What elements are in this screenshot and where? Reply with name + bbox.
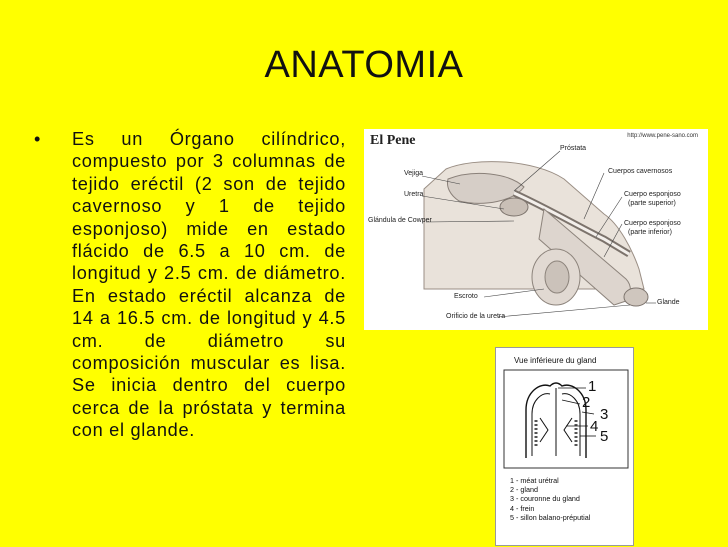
glans-legend — [510, 476, 590, 522]
legend-item: 4 - frein — [510, 503, 535, 513]
figure2-heading: Vue inférieure du gland — [514, 356, 597, 365]
label-escroto: Escroto — [454, 293, 478, 300]
glans-number-1: 1 — [588, 378, 597, 395]
glans-inferior-view-figure — [495, 347, 634, 546]
legend-item: 3 - couronne du gland — [510, 494, 580, 504]
label-cuerpo-esponjoso-inf: Cuerpo esponjoso — [624, 220, 681, 227]
bullet-marker: • — [34, 129, 41, 149]
penis-anatomy-figure — [364, 129, 708, 330]
label-cuerpos-cavernosos: Cuerpos cavernosos — [608, 168, 673, 175]
label-glande: Glande — [657, 299, 680, 306]
bullet-text: Es un Órgano cilíndrico, compuesto por 3 columnas de tejido eréctil (2 son de tejido cavernoso y 1 de tejido esponjoso) mide en estado flácido de 6.5 a 10 cm. de longitud y 2.5 cm. de diámetro. En estado eréctil alcanza de 14 a 16.5 cm. de longitud y 4.5 cm. de diámetro su composición muscular es lisa. Se inicia dentro del cuerpo cerca de la próstata y termina con el glande. — [72, 129, 346, 441]
glans-number-2: 2 — [582, 394, 591, 411]
label-prostata: Próstata — [560, 145, 587, 152]
legend-item: 1 - méat urétral — [510, 476, 559, 485]
label-cuerpo-esponjoso-sup-sub: (parte superior) — [628, 200, 676, 207]
bullet-item — [34, 128, 346, 442]
label-cowper: Glándula de Cowper — [368, 217, 432, 224]
label-cuerpo-esponjoso-sup: Cuerpo esponjoso — [624, 191, 681, 198]
slide-title: ANATOMIA — [264, 44, 464, 86]
figure-source-url: http://www.pene-sano.com — [627, 133, 698, 139]
glans-number-4: 4 — [590, 418, 599, 435]
label-vejiga: Vejiga — [404, 170, 424, 177]
figure-heading: El Pene — [370, 133, 416, 148]
label-cuerpo-esponjoso-inf-sub: (parte inferior) — [628, 229, 672, 236]
glans-number-5: 5 — [600, 428, 609, 445]
glans-number-3: 3 — [600, 406, 609, 423]
legend-item: 2 - gland — [510, 485, 538, 495]
label-uretra: Uretra — [404, 191, 424, 198]
legend-item: 5 - sillon balano-préputial — [510, 512, 591, 522]
label-orificio-uretra: Orificio de la uretra — [446, 313, 506, 320]
